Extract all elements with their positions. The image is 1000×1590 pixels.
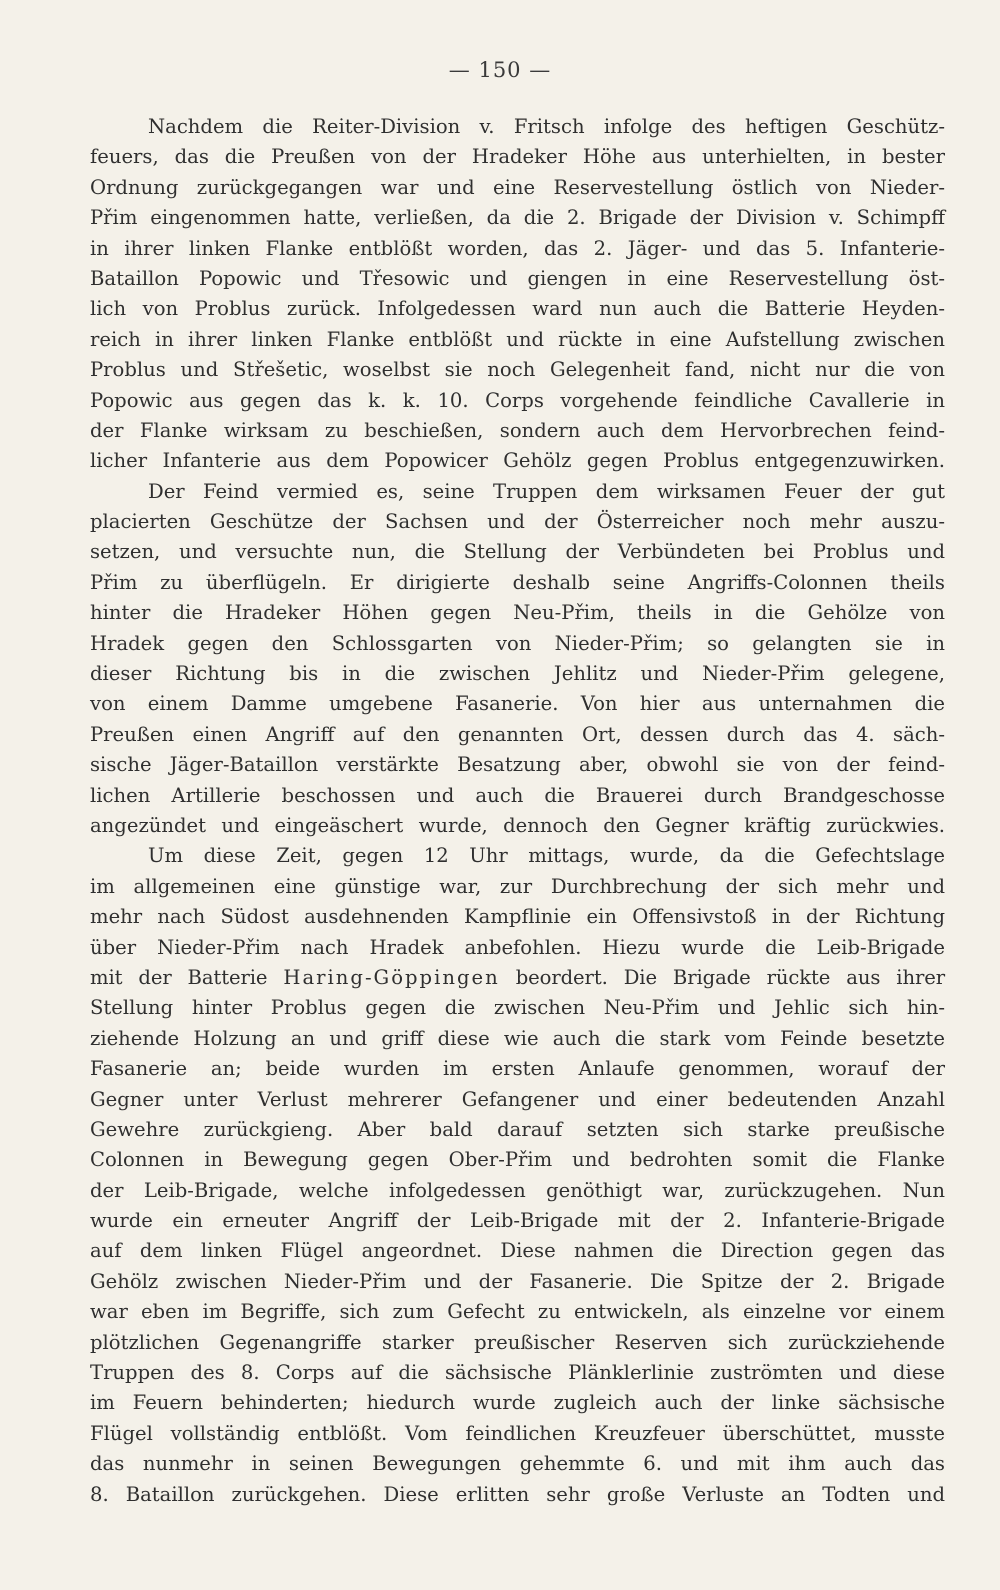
text-line: das nunmehr in seinen Bewegungen gehemmte 6. und mit ihm auch das [90, 1452, 945, 1476]
body-text [90, 112, 945, 1510]
text-line: mehr nach Südost ausdehnenden Kampflinie ein Offensivstoß in der Richtung [90, 905, 945, 929]
text-line: lich von Problus zurück. Infolgedessen ward nun auch die Batterie Heyden- [90, 297, 945, 321]
text-line: Gegner unter Verlust mehrerer Gefangener und einer bedeutenden Anzahl [90, 1087, 945, 1111]
paragraph-1 [90, 112, 945, 477]
text-line: Nachdem die Reiter-Division v. Fritsch infolge des heftigen Geschütz- [148, 115, 945, 138]
text-line: ziehende Holzung an und griff diese wie auch die stark vom Feinde besetzte [90, 1026, 945, 1050]
text-line: Der Feind vermied es, seine Truppen dem wirksamen Feuer der gut [148, 479, 945, 503]
text-line: Bataillon Popowic und Třesowic und giengen in eine Reservestellung öst- [90, 266, 945, 290]
page-number: — 150 — [448, 58, 552, 82]
text-line: Flügel vollständig entblößt. Vom feindlichen Kreuzfeuer überschüttet, musste [90, 1421, 945, 1445]
paragraph-3 [90, 841, 945, 1510]
text-line: Truppen des 8. Corps auf die sächsische Plänklerlinie zuströmten und diese [90, 1361, 945, 1385]
paragraph-2 [90, 477, 945, 842]
text-line: Um diese Zeit, gegen 12 Uhr mittags, wurde, da die Gefechtslage [148, 844, 945, 868]
text-line: der Flanke wirksam zu beschießen, sondern auch dem Hervorbrechen feind- [90, 418, 945, 442]
text-line: lichen Artillerie beschossen und auch die Brauerei durch Brandgeschosse [90, 783, 945, 807]
text-line-mixed [90, 963, 945, 993]
text-line: feuers, das die Preußen von der Hradeker Höhe aus unterhielten, in bester [90, 145, 945, 169]
text-line: Preußen einen Angriff auf den genannten Ort, dessen durch das 4. säch- [90, 722, 945, 746]
text-line: Ordnung zurückgegangen war und eine Reservestellung östlich von Nieder- [90, 175, 945, 199]
text-line: plötzlichen Gegenangriffe starker preußischer Reserven sich zurückziehende [90, 1330, 945, 1354]
text-line: im allgemeinen eine günstige war, zur Durchbrechung der sich mehr und [90, 874, 945, 898]
text-line: im Feuern behinderten; hiedurch wurde zugleich auch der linke sächsische [90, 1391, 945, 1415]
text-line: von einem Damme umgebene Fasanerie. Von hier aus unternahmen die [90, 692, 945, 716]
text-line: Fasanerie an; beide wurden im ersten Anlaufe genommen, worauf der [90, 1057, 945, 1081]
text-line: placierten Geschütze der Sachsen und der Österreicher noch mehr auszu- [90, 510, 945, 534]
text-line: in ihrer linken Flanke entblößt worden, das 2. Jäger- und das 5. Infanterie- [90, 236, 945, 260]
text-line: dieser Richtung bis in die zwischen Jehlitz und Nieder-Přim gelegene, [90, 662, 945, 686]
text-line: sische Jäger-Bataillon verstärkte Besatzung aber, obwohl sie von der feind- [90, 753, 945, 777]
text-line: licher Infanterie aus dem Popowicer Gehölz gegen Problus entgegenzuwirken. [90, 449, 945, 473]
text-line: Přim eingenommen hatte, verließen, da die 2. Brigade der Division v. Schimpff [90, 206, 945, 230]
text-line: über Nieder-Přim nach Hradek anbefohlen. Hiezu wurde die Leib-Brigade [90, 935, 945, 959]
text-line: setzen, und versuchte nun, die Stellung der Verbündeten bei Problus und [90, 540, 945, 564]
text-line: wurde ein erneuter Angriff der Leib-Brigade mit der 2. Infanterie-Brigade [90, 1209, 945, 1233]
text-line: Gehölz zwischen Nieder-Přim und der Fasanerie. Die Spitze der 2. Brigade [90, 1269, 945, 1293]
text-line: Colonnen in Bewegung gegen Ober-Přim und bedrohten somit die Flanke [90, 1148, 945, 1172]
text-line: Přim zu überflügeln. Er dirigierte deshalb seine Angriffs-Colonnen theils [90, 570, 945, 594]
text-line: war eben im Begriffe, sich zum Gefecht zu entwickeln, als einzelne vor einem [90, 1300, 945, 1324]
text-line: hinter die Hradeker Höhen gegen Neu-Přim, theils in die Gehölze von [90, 601, 945, 625]
text-line: Popowic aus gegen das k. k. 10. Corps vorgehende feindliche Cavallerie in [90, 388, 945, 412]
text-line: der Leib-Brigade, welche infolgedessen genöthigt war, zurückzugehen. Nun [90, 1178, 945, 1202]
text-line: Hradek gegen den Schlossgarten von Nieder-Přim; so gelangten sie in [90, 631, 945, 655]
text-line: 8. Bataillon zurückgehen. Diese erlitten sehr große Verluste an Todten und [90, 1482, 945, 1506]
text-line: angezündet und eingeäschert wurde, dennoch den Gegner kräftig zurückwies. [90, 813, 945, 837]
text-line: auf dem linken Flügel angeordnet. Diese nahmen die Direction gegen das [90, 1239, 945, 1263]
text-fragment: beordert. Die Brigade rückte aus ihrer [499, 965, 945, 989]
text-line: Stellung hinter Problus gegen die zwischen Neu-Přim und Jehlic sich hin- [90, 996, 945, 1020]
text-line: Problus und Střešetic, woselbst sie noch Gelegenheit fand, nicht nur die von [90, 358, 945, 382]
text-fragment: mit der Batterie [90, 965, 284, 989]
text-line: Gewehre zurückgieng. Aber bald darauf setzten sich starke preußische [90, 1117, 945, 1141]
battery-name: Haring-Göppingen [283, 965, 500, 989]
text-line: reich in ihrer linken Flanke entblößt und rückte in eine Aufstellung zwischen [90, 327, 945, 351]
